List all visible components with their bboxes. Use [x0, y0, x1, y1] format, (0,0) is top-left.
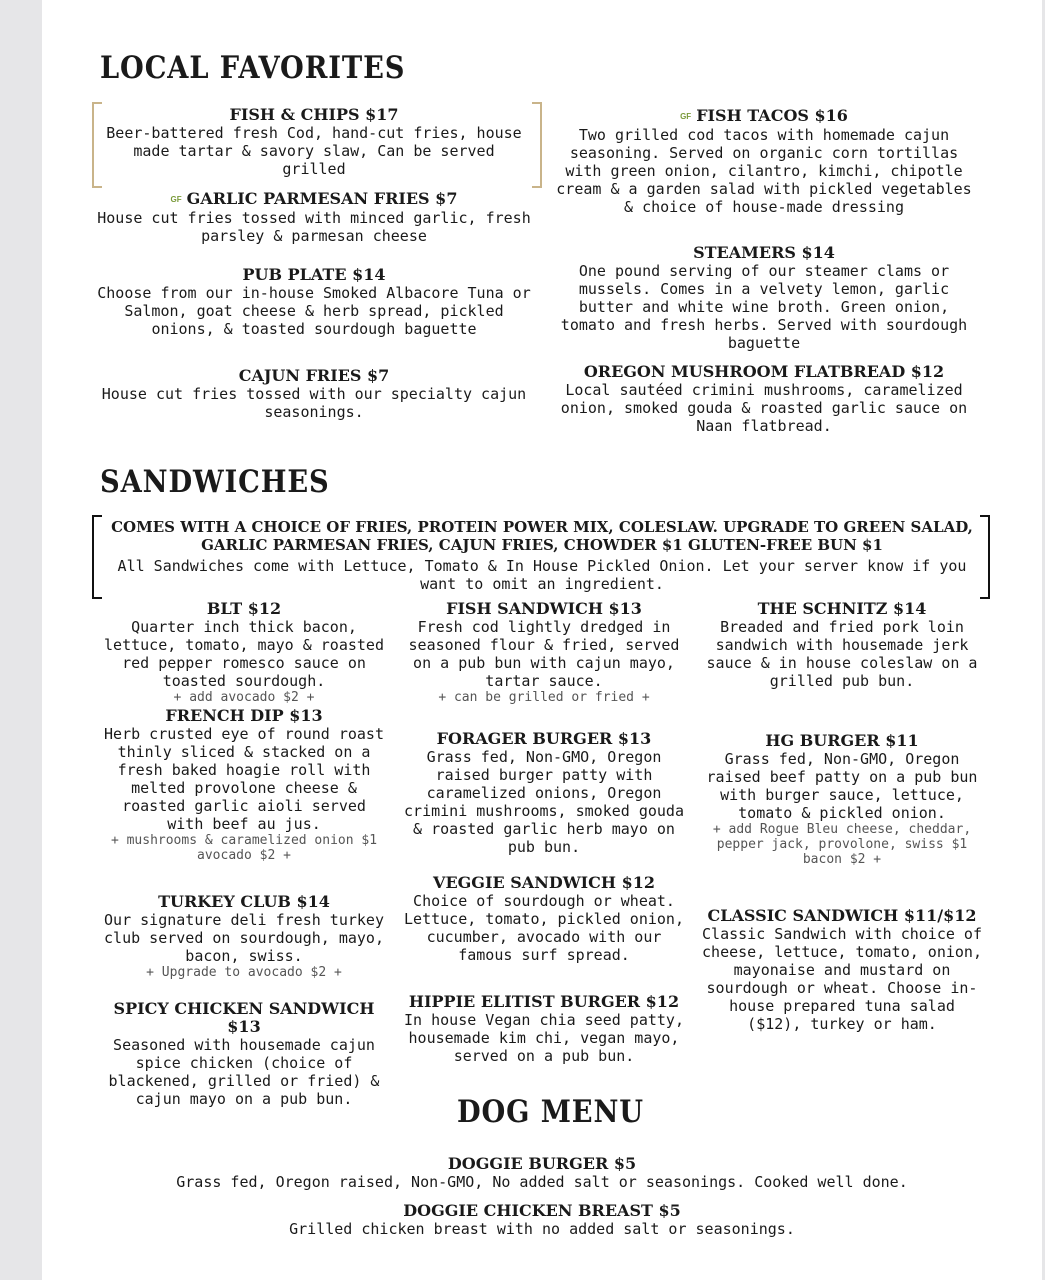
menu-item-doggie-chicken: [82, 1202, 1002, 1238]
item-name: BLT $12: [206, 599, 282, 618]
right-bracket: [980, 515, 990, 599]
menu-item-fish-chips: [104, 106, 524, 178]
left-bracket: [92, 102, 102, 188]
item-desc: One pound serving of our steamer clams or mussels. Comes in a velvety lemon, garlic butter and white wine broth. Green onion, tomato and fresh herbs. Served with sourdough baguette: [560, 262, 968, 352]
item-desc: Local sautéed crimini mushrooms, caramelized onion, smoked gouda & roasted garlic sauce on Naan flatbread.: [560, 381, 968, 435]
item-addon: + mushrooms & caramelized onion $1 avocado $2 +: [110, 833, 378, 863]
item-desc: Classic Sandwich with choice of cheese, lettuce, tomato, onion, mayonaise and mustard on sourdough or wheat. Choose in-house prepared tuna salad ($12), turkey or ham.: [702, 925, 982, 1033]
item-desc: House cut fries tossed with minced garlic, fresh parsley & parmesan cheese: [97, 209, 531, 245]
item-name: FISH & CHIPS $17: [229, 105, 399, 124]
item-desc: Our signature deli fresh turkey club served on sourdough, mayo, bacon, swiss.: [104, 911, 384, 965]
menu-page: [42, 0, 1042, 1280]
item-name: CLASSIC SANDWICH $11/$12: [707, 906, 977, 925]
sandwiches-note: All Sandwiches come with Lettuce, Tomato & In House Pickled Onion. Let your server know if you want to omit an ingredient.: [117, 557, 967, 593]
menu-item-forager-burger: [404, 730, 684, 856]
item-desc: Choose from our in-house Smoked Albacore Tuna or Salmon, goat cheese & herb spread, pickled onions, & toasted sourdough baguette: [97, 284, 531, 338]
menu-item-schnitz: [702, 600, 982, 690]
item-name: GARLIC PARMESAN FRIES $7: [186, 189, 458, 208]
item-name: OREGON MUSHROOM FLATBREAD $12: [583, 362, 945, 381]
item-name: VEGGIE SANDWICH $12: [433, 873, 655, 892]
menu-item-steamers: [554, 244, 974, 352]
local-favorites-title: LOCAL FAVORITES: [100, 50, 406, 86]
menu-item-classic-sandwich: [702, 907, 982, 1033]
menu-item-flatbread: [554, 363, 974, 435]
item-desc: In house Vegan chia seed patty, housemade kim chi, vegan mayo, served on a pub bun.: [404, 1011, 684, 1065]
item-addon: + can be grilled or fried +: [438, 690, 650, 705]
item-name: HG BURGER $11: [765, 731, 919, 750]
item-name: FORAGER BURGER $13: [436, 729, 652, 748]
menu-item-cajun-fries: [94, 367, 534, 421]
item-name: TURKEY CLUB $14: [158, 892, 330, 911]
sandwiches-title: SANDWICHES: [100, 464, 330, 500]
item-addon: + add avocado $2 +: [173, 690, 315, 705]
item-desc: House cut fries tossed with our specialty cajun seasonings.: [101, 385, 527, 421]
menu-item-turkey-club: [104, 893, 384, 980]
menu-item-blt: [104, 600, 384, 705]
item-name: THE SCHNITZ $14: [757, 599, 927, 618]
item-name: STEAMERS $14: [693, 243, 835, 262]
menu-item-hippie-burger: [404, 993, 684, 1065]
menu-item-fish-tacos: [554, 107, 974, 216]
item-desc: Seasoned with housemade cajun spice chicken (choice of blackened, grilled or fried) & cajun mayo on a pub bun.: [108, 1036, 380, 1108]
left-bracket: [92, 515, 102, 599]
item-desc: Herb crusted eye of round roast thinly sliced & stacked on a fresh baked hoagie roll with melted provolone cheese & roasted garlic aioli served with beef au jus.: [104, 725, 384, 833]
menu-item-french-dip: [104, 707, 384, 863]
menu-item-fish-sandwich: [404, 600, 684, 705]
right-bracket: [532, 102, 542, 188]
item-name: FISH TACOS $16: [696, 106, 848, 125]
menu-item-pub-plate: [94, 266, 534, 338]
item-name: PUB PLATE $14: [242, 265, 386, 284]
sandwiches-header: COMES WITH A CHOICE OF FRIES, PROTEIN POWER MIX, COLESLAW. UPGRADE TO GREEN SALAD, GARLIC PARMESAN FRIES, CAJUN FRIES, CHOWDER $1 GLUTEN-FREE BUN $1: [111, 518, 973, 554]
menu-item-veggie-sandwich: [404, 874, 684, 964]
item-desc: Choice of sourdough or wheat. Lettuce, tomato, pickled onion, cucumber, avocado with our famous surf spread.: [404, 892, 684, 964]
menu-item-spicy-chicken: [102, 1000, 386, 1108]
menu-item-doggie-burger: [82, 1155, 1002, 1191]
item-desc: Grass fed, Non-GMO, Oregon raised burger patty with caramelized onions, Oregon crimini mushrooms, smoked gouda & roasted garlic herb mayo on pub bun.: [404, 748, 684, 856]
dog-menu-title: DOG MENU: [457, 1094, 644, 1130]
menu-item-garlic-fries: [94, 190, 534, 245]
item-addon: + add Rogue Bleu cheese, cheddar, pepper jack, provolone, swiss $1 bacon $2 +: [712, 822, 972, 867]
menu-item-hg-burger: [702, 732, 982, 867]
gluten-free-badge: GF: [170, 195, 182, 204]
item-name: CAJUN FRIES $7: [238, 366, 390, 385]
item-name: FRENCH DIP $13: [165, 706, 323, 725]
item-desc: Grilled chicken breast with no added salt or seasonings.: [289, 1220, 795, 1238]
item-desc: Beer-battered fresh Cod, hand-cut fries, house made tartar & savory slaw, Can be served grilled: [106, 124, 522, 178]
item-name: HIPPIE ELITIST BURGER $12: [408, 992, 680, 1011]
item-desc: Quarter inch thick bacon, lettuce, tomato, mayo & roasted red pepper romesco sauce on toasted sourdough.: [104, 618, 384, 690]
item-name: DOGGIE BURGER $5: [447, 1154, 637, 1173]
item-desc: Grass fed, Non-GMO, Oregon raised beef patty on a pub bun with burger sauce, lettuce, tomato & pickled onion.: [706, 750, 978, 822]
item-desc: Fresh cod lightly dredged in seasoned flour & fried, served on a pub bun with cajun mayo, tartar sauce.: [408, 618, 680, 690]
item-desc: Breaded and fried pork loin sandwich with housemade jerk sauce & in house coleslaw on a grilled pub bun.: [706, 618, 978, 690]
item-name: FISH SANDWICH $13: [446, 599, 642, 618]
gluten-free-badge: GF: [680, 112, 692, 121]
item-desc: Two grilled cod tacos with homemade cajun seasoning. Served on organic corn tortillas with green onion, cilantro, kimchi, chipotle cream & a garden salad with pickled vegetables & choice of house-made dressing: [556, 126, 972, 216]
item-name: SPICY CHICKEN SANDWICH $13: [113, 999, 375, 1036]
item-desc: Grass fed, Oregon raised, Non-GMO, No added salt or seasonings. Cooked well done.: [176, 1173, 908, 1191]
item-addon: + Upgrade to avocado $2 +: [146, 965, 342, 980]
item-name: DOGGIE CHICKEN BREAST $5: [403, 1201, 681, 1220]
